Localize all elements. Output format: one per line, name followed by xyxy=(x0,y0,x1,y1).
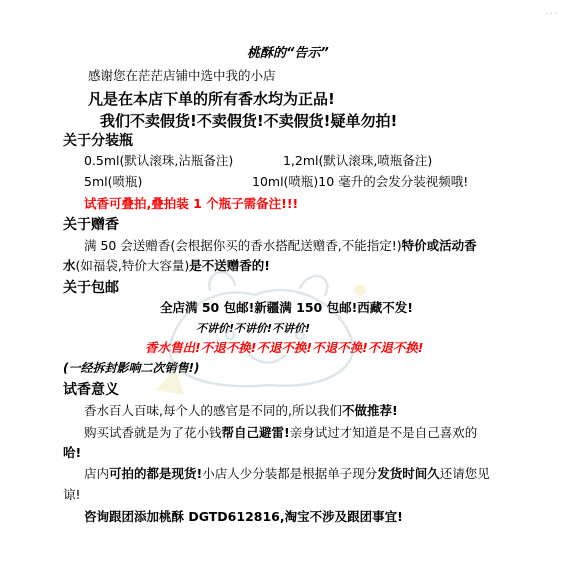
corner-mark: ... xyxy=(545,6,558,17)
split-option-3: 5ml(喷瓶) xyxy=(84,174,143,189)
no-return-line: 香水售出!不退不换!不退不换!不退不换!不退不换! xyxy=(145,340,424,355)
meaning-line-4-text-e: 还请您见 xyxy=(439,466,490,481)
split-option-4: 10ml(喷瓶)10 毫升的会发分装视频哦! xyxy=(252,174,469,189)
split-note: 试香可叠拍,叠拍装 1 个瓶子需备注!!! xyxy=(84,196,299,211)
meaning-line-4-text-c: 小店人少分装都是根据单子现分 xyxy=(202,466,378,481)
meaning-line-3: 哈! xyxy=(63,445,82,460)
no-bargain-line: 不讲价!不讲价!不讲价! xyxy=(196,322,311,335)
split-option-1: 0.5ml(默认滚珠,沾瓶备注) xyxy=(84,153,234,168)
contact-line: 咨询跟团添加桃酥 DGTD612816,淘宝不涉及跟团事宜! xyxy=(84,509,403,524)
gift-line-2-text: (如福袋,特价大容量) xyxy=(75,258,190,273)
meaning-line-1 xyxy=(84,405,398,418)
meaning-heading: 试香意义 xyxy=(63,382,119,398)
split-option-2: 1,2ml(默认滚珠,喷瓶备注) xyxy=(283,153,433,168)
free-shipping-line: 全店满 50 包邮!新疆满 150 包邮!西藏不发! xyxy=(160,300,413,315)
meaning-line-2-bold: 帮自己避雷! xyxy=(221,425,290,440)
meaning-line-5: 谅! xyxy=(63,487,81,502)
meaning-line-2-text-a: 购买试香就是为了花小钱 xyxy=(84,425,222,440)
meaning-line-4-bold-d: 发货时间久 xyxy=(377,466,440,481)
opened-line: (一经拆封影响二次销售!) xyxy=(63,361,200,375)
meaning-line-4 xyxy=(84,468,490,481)
gift-line-1-bold: 特价或活动香 xyxy=(401,238,477,253)
gift-line-2-bold-c: 是不送赠香的! xyxy=(189,258,270,273)
thanks-line: 感谢您在茫茫店铺中选中我的小店 xyxy=(88,68,276,83)
gift-line-2-bold-a: 水 xyxy=(63,258,76,273)
genuine-line: 凡是在本店下单的所有香水均为正品! xyxy=(88,90,335,108)
gift-line-1-text: 满 50 会送赠香(会根据你买的香水搭配送赠香,不能指定!) xyxy=(84,238,402,253)
gift-heading: 关于赠香 xyxy=(63,217,119,233)
no-fake-line: 我们不卖假货!不卖假货!不卖假货!疑单勿拍! xyxy=(100,112,398,130)
meaning-line-1-bold: 不做推荐! xyxy=(341,403,398,418)
notice-title: 桃酥的“告示” xyxy=(247,46,329,61)
shipping-heading: 关于包邮 xyxy=(63,280,119,296)
meaning-line-2 xyxy=(84,427,477,440)
meaning-line-2-text-c: 亲身试过才知道是不是自己喜欢的 xyxy=(289,425,478,440)
meaning-line-4-bold-b: 可拍的都是现货! xyxy=(109,466,203,481)
cartoon-watermark-icon xyxy=(150,250,380,400)
meaning-line-1-text: 香水百人百味,每个人的感官是不同的,所以我们 xyxy=(84,403,342,418)
meaning-line-4-text-a: 店内 xyxy=(84,466,110,481)
split-heading: 关于分装瓶 xyxy=(63,133,133,149)
